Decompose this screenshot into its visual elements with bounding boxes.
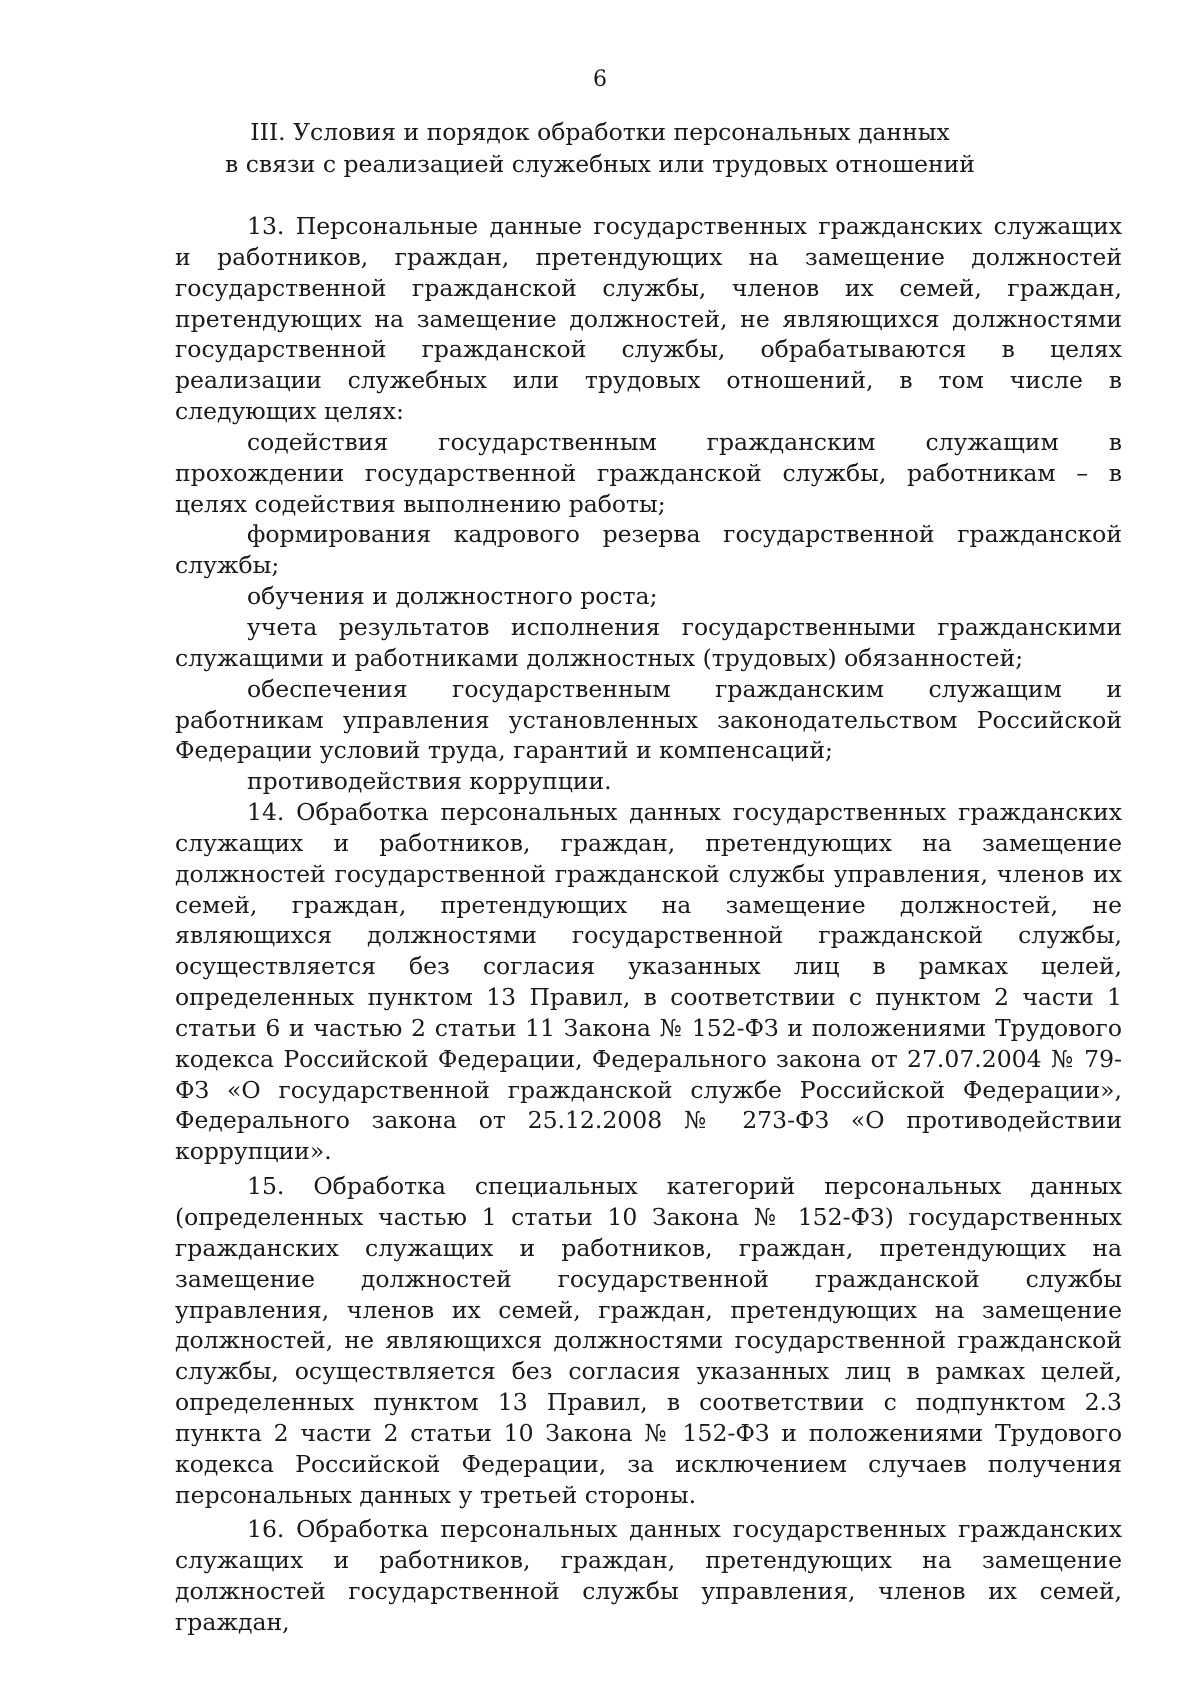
paragraph-13-purpose-5: обеспечения государственным гражданским служащим и работникам управления установленных законодательством Российской Федерации условий труда, гарантий и компенсаций; (175, 674, 1122, 765)
paragraph-13-purpose-4: учета результатов исполнения государственными гражданскими служащими и работниками должностных (трудовых) обязанностей; (175, 612, 1122, 672)
section-heading (0, 116, 1200, 180)
paragraph-15: 15. Обработка специальных категорий персональных данных (определенных частью 1 статьи 10 Закона № 152-ФЗ) государственных гражданских служащих и работников, граждан, претендующих на замещение должностей государственной гражданской службы управления, членов их семей, граждан, претендующих на замещение должностей, не являющихся должностями государственной гражданской службы, осуществляется без согласия указанных лиц в рамках целей, определенных пунктом 13 Правил, в соответствии с подпунктом 2.3 пункта 2 части 2 статьи 10 Закона № 152-ФЗ и положениями Трудового кодекса Российской Федерации, за исключением случаев получения персональных данных у третьей стороны. (175, 1172, 1122, 1509)
paragraph-13-purpose-6: противодействия коррупции. (247, 767, 612, 796)
paragraph-13: 13. Персональные данные государственных гражданских служащих и работников, граждан, претендующих на замещение должностей государственной гражданской службы, членов их семей, граждан, претендующих на замещение должностей, не являющихся должностями государственной гражданской службы, обрабатываются в целях реализации служебных или трудовых отношений, в том числе в следующих целях: (175, 212, 1122, 426)
section-heading-line-1: III. Условия и порядок обработки персональных данных (250, 118, 950, 146)
section-heading-line-2: в связи с реализацией служебных или трудовых отношений (225, 150, 975, 178)
paragraph-13-purpose-2: формирования кадрового резерва государственной гражданской службы; (175, 520, 1122, 580)
paragraph-13-purpose-3: обучения и должностного роста; (247, 582, 658, 611)
paragraph-13-purpose-1: содействия государственным гражданским служащим в прохождении государственной гражданской службы, работникам – в целях содействия выполнению работы; (175, 427, 1122, 518)
paragraph-14: 14. Обработка персональных данных государственных гражданских служащих и работников, граждан, претендующих на замещение должностей государственной гражданской службы управления, членов их семей, граждан, претендующих на замещение должностей, не являющихся должностями государственной гражданской службы, осуществляется без согласия указанных лиц в рамках целей, определенных пунктом 13 Правил, в соответствии с пунктом 2 части 1 статьи 6 и частью 2 статьи 11 Закона № 152-ФЗ и положениями Трудового кодекса Российской Федерации, Федерального закона от 27.07.2004 № 79-ФЗ «О государственной гражданской службе Российской Федерации», Федерального закона от 25.12.2008 № 273-ФЗ «О противодействии коррупции». (175, 798, 1122, 1166)
page-number: 6 (593, 67, 607, 92)
paragraph-16: 16. Обработка персональных данных государственных гражданских служащих и работников, граждан, претендующих на замещение должностей государственной службы управления, членов их семей, граждан, (175, 1515, 1122, 1636)
document-body (175, 211, 1122, 1638)
